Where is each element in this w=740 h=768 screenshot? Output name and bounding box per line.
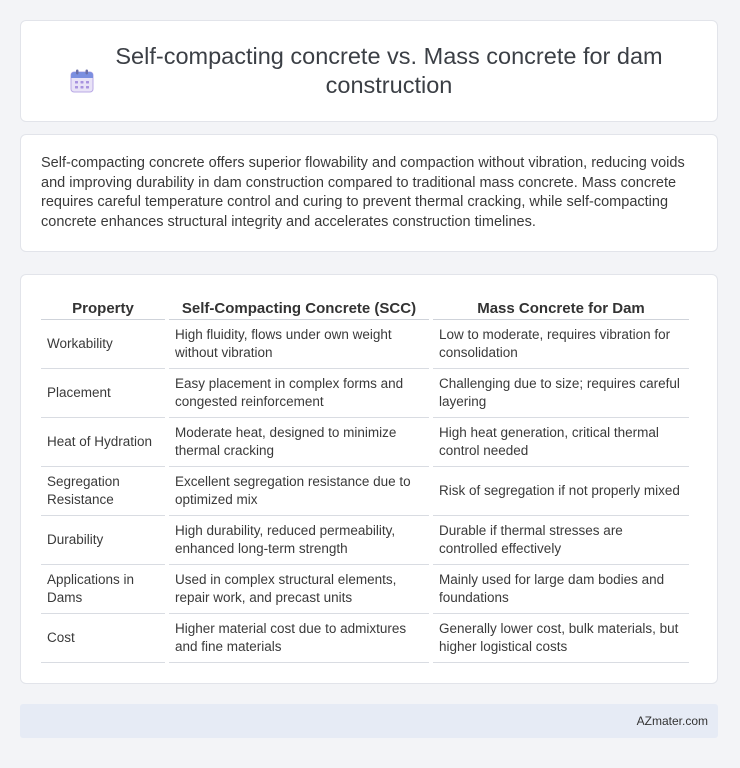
row-property: Segregation Resistance	[41, 467, 165, 516]
row-scc-value: High durability, reduced permeability, enhanced long-term strength	[169, 516, 429, 565]
row-mass-value: Mainly used for large dam bodies and foundations	[433, 565, 689, 614]
table-row	[41, 320, 689, 369]
row-scc-value: Excellent segregation resistance due to optimized mix	[169, 467, 429, 516]
table-header-row	[41, 295, 689, 320]
row-scc-value: High fluidity, flows under own weight without vibration	[169, 320, 429, 369]
calendar-icon	[69, 68, 95, 94]
row-mass-value: Challenging due to size; requires careful layering	[433, 369, 689, 418]
row-scc-value: Used in complex structural elements, repair work, and precast units	[169, 565, 429, 614]
comparison-table-card	[20, 274, 718, 684]
page-title: Self-compacting concrete vs. Mass concrete for dam construction	[115, 43, 663, 98]
title-card	[20, 20, 718, 122]
header-mass-concrete: Mass Concrete for Dam	[433, 295, 689, 320]
row-property: Heat of Hydration	[41, 418, 165, 467]
row-property: Placement	[41, 369, 165, 418]
row-mass-value: High heat generation, critical thermal control needed	[433, 418, 689, 467]
comparison-table	[37, 295, 693, 663]
row-property: Cost	[41, 614, 165, 663]
footer-brand: AZmater.com	[636, 714, 708, 728]
header-scc: Self-Compacting Concrete (SCC)	[169, 295, 429, 320]
row-property: Applications in Dams	[41, 565, 165, 614]
table-row	[41, 467, 689, 516]
table-row	[41, 565, 689, 614]
row-scc-value: Moderate heat, designed to minimize thermal cracking	[169, 418, 429, 467]
row-mass-value: Low to moderate, requires vibration for consolidation	[433, 320, 689, 369]
table-row	[41, 369, 689, 418]
table-row	[41, 516, 689, 565]
row-mass-value: Risk of segregation if not properly mixed	[433, 467, 689, 516]
row-property: Durability	[41, 516, 165, 565]
table-row	[41, 614, 689, 663]
row-mass-value: Generally lower cost, bulk materials, but higher logistical costs	[433, 614, 689, 663]
row-scc-value: Higher material cost due to admixtures and fine materials	[169, 614, 429, 663]
header-property: Property	[41, 295, 165, 320]
summary-text: Self-compacting concrete offers superior flowability and compaction without vibration, reducing voids and improving durability in dam construction compared to traditional mass concrete. Mass concrete requires careful temperature control and curing to prevent thermal cracking, while self-compacting concrete enhances structural integrity and accelerates construction timelines.	[41, 155, 685, 230]
row-mass-value: Durable if thermal stresses are controlled effectively	[433, 516, 689, 565]
row-property: Workability	[41, 320, 165, 369]
title-wrap	[69, 42, 669, 100]
footer-bar	[20, 704, 718, 738]
table-row	[41, 418, 689, 467]
summary-card	[20, 134, 718, 252]
row-scc-value: Easy placement in complex forms and congested reinforcement	[169, 369, 429, 418]
